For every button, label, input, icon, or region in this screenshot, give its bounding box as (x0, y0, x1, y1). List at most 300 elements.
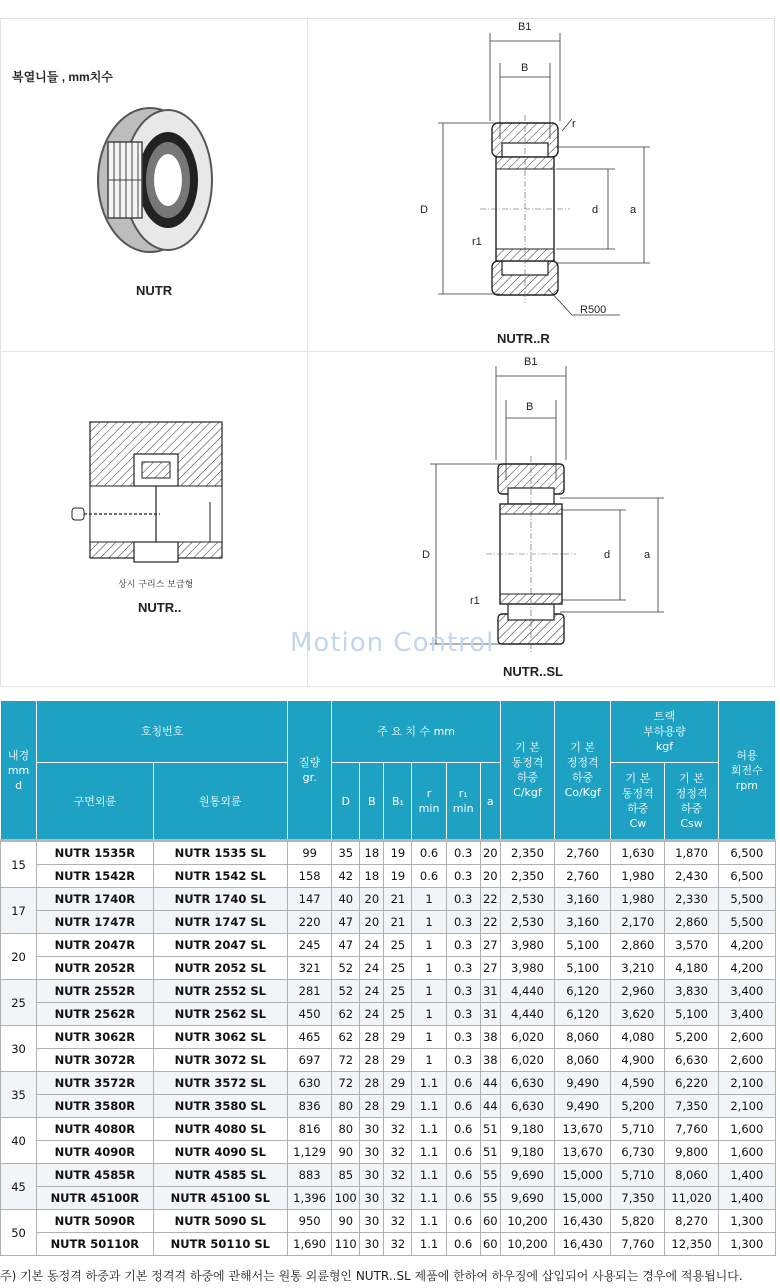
value-cell: 9,180 (500, 1118, 554, 1141)
value-cell: 0.3 (446, 980, 480, 1003)
value-cell: 0.6 (446, 1187, 480, 1210)
value-cell: 2,350 (500, 841, 554, 865)
value-cell: 2,760 (555, 865, 611, 888)
value-cell: 950 (288, 1210, 332, 1233)
value-cell: 2,170 (611, 911, 665, 934)
value-cell: 7,350 (665, 1095, 718, 1118)
value-cell: 1 (412, 1003, 446, 1026)
header-cylindrical: 원통외륜 (153, 763, 288, 841)
value-cell: 25 (384, 957, 412, 980)
header-csw: 기 본 정정격 하중 Csw (665, 763, 718, 841)
value-cell: 6,120 (555, 980, 611, 1003)
label-r: r (572, 118, 576, 130)
part-number-cell: NUTR 3072 SL (153, 1049, 288, 1072)
value-cell: 12,350 (665, 1233, 718, 1256)
value-cell: 3,620 (611, 1003, 665, 1026)
value-cell: 0.6 (446, 1141, 480, 1164)
header-r1-min: r₁ min (446, 763, 480, 841)
table-row (1, 1118, 776, 1141)
part-number-cell: NUTR 5090 SL (153, 1210, 288, 1233)
bore-cell: 30 (1, 1026, 37, 1072)
part-number-cell: NUTR 1740R (37, 888, 153, 911)
value-cell: 24 (360, 957, 384, 980)
value-cell: 44 (480, 1072, 500, 1095)
header-designation: 호칭번호 (37, 701, 288, 763)
value-cell: 80 (332, 1095, 360, 1118)
value-cell: 85 (332, 1164, 360, 1187)
value-cell: 5,100 (555, 934, 611, 957)
label-a: a (630, 204, 637, 216)
part-number-cell: NUTR 1747R (37, 911, 153, 934)
value-cell: 0.6 (412, 865, 446, 888)
header-speed: 허용 회전수 rpm (718, 701, 775, 841)
value-cell: 2,600 (718, 1026, 775, 1049)
value-cell: 2,330 (665, 888, 718, 911)
value-cell: 3,210 (611, 957, 665, 980)
value-cell: 60 (480, 1233, 500, 1256)
value-cell: 20 (480, 865, 500, 888)
table-row (1, 911, 776, 934)
value-cell: 1.1 (412, 1164, 446, 1187)
value-cell: 40 (332, 888, 360, 911)
value-cell: 0.3 (446, 1026, 480, 1049)
value-cell: 90 (332, 1141, 360, 1164)
part-number-cell: NUTR 3072R (37, 1049, 153, 1072)
label-sl-b1: B1 (524, 356, 538, 368)
value-cell: 0.6 (446, 1118, 480, 1141)
value-cell: 31 (480, 1003, 500, 1026)
part-number-cell: NUTR 3062 SL (153, 1026, 288, 1049)
header-static-load: 기 본 정정격 하중 Co/Kgf (555, 701, 611, 841)
value-cell: 15,000 (555, 1164, 611, 1187)
value-cell: 100 (332, 1187, 360, 1210)
value-cell: 8,060 (555, 1026, 611, 1049)
value-cell: 4,440 (500, 980, 554, 1003)
value-cell: 32 (384, 1187, 412, 1210)
value-cell: 0.6 (446, 1233, 480, 1256)
value-cell: 1 (412, 1026, 446, 1049)
footnote: 주) 기본 동정격 하중과 기본 정격격 하중에 관해서는 원통 외륜형인 NUTR..SL 제품에 한하여 하우징에 삽입되어 사용되는 경우에 적용됩니다. (0, 1269, 743, 1283)
table-row (1, 1095, 776, 1118)
value-cell: 1,129 (288, 1141, 332, 1164)
value-cell: 38 (480, 1049, 500, 1072)
caption-nutr-dots: NUTR.. (138, 600, 182, 615)
value-cell: 816 (288, 1118, 332, 1141)
table-row (1, 1026, 776, 1049)
value-cell: 2,530 (500, 911, 554, 934)
value-cell: 110 (332, 1233, 360, 1256)
part-number-cell: NUTR 2552R (37, 980, 153, 1003)
bore-cell: 35 (1, 1072, 37, 1118)
table-row (1, 865, 776, 888)
part-number-cell: NUTR 2552 SL (153, 980, 288, 1003)
value-cell: 51 (480, 1141, 500, 1164)
value-cell: 31 (480, 980, 500, 1003)
header-B1: B₁ (384, 763, 412, 841)
value-cell: 245 (288, 934, 332, 957)
value-cell: 8,270 (665, 1210, 718, 1233)
value-cell: 25 (384, 1003, 412, 1026)
value-cell: 0.3 (446, 1003, 480, 1026)
value-cell: 4,200 (718, 957, 775, 980)
value-cell: 836 (288, 1095, 332, 1118)
part-number-cell: NUTR 50110R (37, 1233, 153, 1256)
value-cell: 62 (332, 1003, 360, 1026)
value-cell: 1.1 (412, 1233, 446, 1256)
value-cell: 1,980 (611, 888, 665, 911)
value-cell: 25 (384, 934, 412, 957)
part-number-cell: NUTR 1542R (37, 865, 153, 888)
value-cell: 7,760 (611, 1233, 665, 1256)
value-cell: 5,100 (555, 957, 611, 980)
part-number-cell: NUTR 2052 SL (153, 957, 288, 980)
value-cell: 1 (412, 980, 446, 1003)
value-cell: 42 (332, 865, 360, 888)
value-cell: 19 (384, 865, 412, 888)
value-cell: 1.1 (412, 1141, 446, 1164)
value-cell: 27 (480, 957, 500, 980)
value-cell: 3,160 (555, 888, 611, 911)
caption-grease-sub: 상시 구리스 보급형 (118, 580, 194, 590)
label-sl-a: a (644, 549, 651, 561)
table-row (1, 841, 776, 865)
value-cell: 52 (332, 980, 360, 1003)
value-cell: 0.6 (446, 1210, 480, 1233)
table-row (1, 957, 776, 980)
header-main-dims: 주 요 치 수 mm (332, 701, 501, 763)
part-number-cell: NUTR 4585R (37, 1164, 153, 1187)
value-cell: 3,160 (555, 911, 611, 934)
value-cell: 99 (288, 841, 332, 865)
value-cell: 28 (360, 1049, 384, 1072)
value-cell: 1,630 (611, 841, 665, 865)
value-cell: 2,760 (555, 841, 611, 865)
spec-table-body (1, 841, 776, 1256)
value-cell: 29 (384, 1072, 412, 1095)
value-cell: 32 (384, 1141, 412, 1164)
table-row (1, 1233, 776, 1256)
value-cell: 1 (412, 1049, 446, 1072)
value-cell: 32 (384, 1118, 412, 1141)
value-cell: 21 (384, 911, 412, 934)
value-cell: 5,710 (611, 1118, 665, 1141)
value-cell: 30 (360, 1141, 384, 1164)
value-cell: 0.3 (446, 888, 480, 911)
value-cell: 51 (480, 1118, 500, 1141)
value-cell: 6,020 (500, 1026, 554, 1049)
value-cell: 281 (288, 980, 332, 1003)
value-cell: 55 (480, 1187, 500, 1210)
value-cell: 30 (360, 1233, 384, 1256)
value-cell: 2,100 (718, 1072, 775, 1095)
value-cell: 6,630 (500, 1095, 554, 1118)
value-cell: 2,960 (611, 980, 665, 1003)
housing-drawing-icon (70, 418, 230, 563)
part-number-cell: NUTR 1535R (37, 841, 153, 865)
value-cell: 80 (332, 1118, 360, 1141)
value-cell: 6,220 (665, 1072, 718, 1095)
bore-cell: 40 (1, 1118, 37, 1164)
part-number-cell: NUTR 2047 SL (153, 934, 288, 957)
value-cell: 30 (360, 1187, 384, 1210)
header-D: D (332, 763, 360, 841)
table-row (1, 934, 776, 957)
value-cell: 1,400 (718, 1164, 775, 1187)
label-sl-d-inner: d (604, 549, 611, 561)
bore-cell: 50 (1, 1210, 37, 1256)
value-cell: 3,980 (500, 957, 554, 980)
value-cell: 60 (480, 1210, 500, 1233)
value-cell: 16,430 (555, 1233, 611, 1256)
value-cell: 3,400 (718, 980, 775, 1003)
value-cell: 1 (412, 911, 446, 934)
value-cell: 1,300 (718, 1233, 775, 1256)
part-number-cell: NUTR 5090R (37, 1210, 153, 1233)
value-cell: 44 (480, 1095, 500, 1118)
value-cell: 3,980 (500, 934, 554, 957)
header-cw: 기 본 동정격 하중 Cw (611, 763, 665, 841)
value-cell: 9,490 (555, 1095, 611, 1118)
header-mass: 질량 gr. (288, 701, 332, 841)
part-number-cell: NUTR 2562 SL (153, 1003, 288, 1026)
value-cell: 24 (360, 980, 384, 1003)
value-cell: 30 (360, 1118, 384, 1141)
value-cell: 2,860 (611, 934, 665, 957)
value-cell: 6,630 (500, 1072, 554, 1095)
caption-nutr-sl: NUTR..SL (503, 664, 563, 679)
value-cell: 6,500 (718, 841, 775, 865)
value-cell: 30 (360, 1210, 384, 1233)
value-cell: 6,730 (611, 1141, 665, 1164)
value-cell: 22 (480, 888, 500, 911)
value-cell: 72 (332, 1072, 360, 1095)
header-bore: 내경 mm d (1, 701, 37, 841)
value-cell: 0.6 (412, 841, 446, 865)
value-cell: 1 (412, 957, 446, 980)
value-cell: 7,350 (611, 1187, 665, 1210)
value-cell: 3,570 (665, 934, 718, 957)
value-cell: 1.1 (412, 1095, 446, 1118)
value-cell: 4,440 (500, 1003, 554, 1026)
part-number-cell: NUTR 4080 SL (153, 1118, 288, 1141)
label-r500: R500 (580, 304, 607, 316)
part-number-cell: NUTR 3572 SL (153, 1072, 288, 1095)
value-cell: 6,120 (555, 1003, 611, 1026)
bore-cell: 15 (1, 841, 37, 888)
label-b: B (521, 62, 529, 74)
value-cell: 3,400 (718, 1003, 775, 1026)
label-sl-r1: r1 (470, 595, 480, 607)
value-cell: 9,690 (500, 1164, 554, 1187)
value-cell: 630 (288, 1072, 332, 1095)
table-row (1, 1141, 776, 1164)
value-cell: 0.3 (446, 911, 480, 934)
value-cell: 1,396 (288, 1187, 332, 1210)
bore-cell: 17 (1, 888, 37, 934)
bore-cell: 20 (1, 934, 37, 980)
value-cell: 5,820 (611, 1210, 665, 1233)
value-cell: 90 (332, 1210, 360, 1233)
part-number-cell: NUTR 45100 SL (153, 1187, 288, 1210)
watermark-text: Motion Control (290, 628, 495, 658)
value-cell: 4,180 (665, 957, 718, 980)
value-cell: 6,020 (500, 1049, 554, 1072)
value-cell: 52 (332, 957, 360, 980)
value-cell: 147 (288, 888, 332, 911)
table-row (1, 1164, 776, 1187)
value-cell: 0.6 (446, 1095, 480, 1118)
label-sl-b: B (526, 401, 534, 413)
table-row (1, 980, 776, 1003)
value-cell: 20 (480, 841, 500, 865)
value-cell: 1,600 (718, 1118, 775, 1141)
value-cell: 4,080 (611, 1026, 665, 1049)
value-cell: 0.3 (446, 865, 480, 888)
label-r1: r1 (472, 236, 482, 248)
value-cell: 0.3 (446, 841, 480, 865)
value-cell: 0.3 (446, 957, 480, 980)
value-cell: 13,670 (555, 1118, 611, 1141)
value-cell: 1 (412, 934, 446, 957)
value-cell: 1.1 (412, 1187, 446, 1210)
value-cell: 697 (288, 1049, 332, 1072)
value-cell: 10,200 (500, 1233, 554, 1256)
value-cell: 24 (360, 934, 384, 957)
part-number-cell: NUTR 50110 SL (153, 1233, 288, 1256)
value-cell: 2,530 (500, 888, 554, 911)
value-cell: 5,100 (665, 1003, 718, 1026)
value-cell: 5,200 (611, 1095, 665, 1118)
value-cell: 15,000 (555, 1187, 611, 1210)
value-cell: 28 (360, 1026, 384, 1049)
value-cell: 9,800 (665, 1141, 718, 1164)
value-cell: 1,400 (718, 1187, 775, 1210)
value-cell: 9,180 (500, 1141, 554, 1164)
value-cell: 1,600 (718, 1141, 775, 1164)
caption-nutr-r: NUTR..R (497, 331, 550, 346)
part-number-cell: NUTR 3062R (37, 1026, 153, 1049)
value-cell: 18 (360, 841, 384, 865)
value-cell: 62 (332, 1026, 360, 1049)
value-cell: 883 (288, 1164, 332, 1187)
value-cell: 18 (360, 865, 384, 888)
value-cell: 24 (360, 1003, 384, 1026)
table-row (1, 888, 776, 911)
value-cell: 10,200 (500, 1210, 554, 1233)
part-number-cell: NUTR 3572R (37, 1072, 153, 1095)
value-cell: 38 (480, 1026, 500, 1049)
value-cell: 30 (360, 1164, 384, 1187)
value-cell: 4,200 (718, 934, 775, 957)
value-cell: 0.6 (446, 1072, 480, 1095)
value-cell: 4,900 (611, 1049, 665, 1072)
label-d-outer: D (420, 204, 428, 216)
value-cell: 2,430 (665, 865, 718, 888)
value-cell: 0.6 (446, 1164, 480, 1187)
value-cell: 1,300 (718, 1210, 775, 1233)
value-cell: 27 (480, 934, 500, 957)
value-cell: 29 (384, 1049, 412, 1072)
value-cell: 72 (332, 1049, 360, 1072)
value-cell: 19 (384, 841, 412, 865)
part-number-cell: NUTR 2047R (37, 934, 153, 957)
header-B: B (360, 763, 384, 841)
label-d-inner: d (592, 204, 599, 216)
value-cell: 3,830 (665, 980, 718, 1003)
value-cell: 11,020 (665, 1187, 718, 1210)
part-number-cell: NUTR 1740 SL (153, 888, 288, 911)
header-crowned: 구면외륜 (37, 763, 153, 841)
part-number-cell: NUTR 3580R (37, 1095, 153, 1118)
value-cell: 22 (480, 911, 500, 934)
value-cell: 0.3 (446, 1049, 480, 1072)
label-b1: B1 (518, 21, 532, 33)
value-cell: 321 (288, 957, 332, 980)
value-cell: 220 (288, 911, 332, 934)
table-row (1, 1049, 776, 1072)
value-cell: 9,690 (500, 1187, 554, 1210)
part-number-cell: NUTR 1542 SL (153, 865, 288, 888)
header-a: a (480, 763, 500, 841)
table-row (1, 1072, 776, 1095)
value-cell: 8,060 (665, 1164, 718, 1187)
part-number-cell: NUTR 45100R (37, 1187, 153, 1210)
part-number-cell: NUTR 2052R (37, 957, 153, 980)
header-dynamic-load: 기 본 동정격 하중 C/kgf (500, 701, 554, 841)
value-cell: 2,600 (718, 1049, 775, 1072)
value-cell: 450 (288, 1003, 332, 1026)
value-cell: 1.1 (412, 1118, 446, 1141)
value-cell: 8,060 (555, 1049, 611, 1072)
header-track-load: 트랙 부하용량 kgf (611, 701, 718, 763)
value-cell: 5,710 (611, 1164, 665, 1187)
part-number-cell: NUTR 4090 SL (153, 1141, 288, 1164)
part-number-cell: NUTR 1535 SL (153, 841, 288, 865)
bore-cell: 45 (1, 1164, 37, 1210)
value-cell: 5,200 (665, 1026, 718, 1049)
header-r-min: r min (412, 763, 446, 841)
value-cell: 32 (384, 1233, 412, 1256)
value-cell: 158 (288, 865, 332, 888)
bore-cell: 25 (1, 980, 37, 1026)
part-number-cell: NUTR 2562R (37, 1003, 153, 1026)
value-cell: 6,500 (718, 865, 775, 888)
value-cell: 1 (412, 888, 446, 911)
value-cell: 21 (384, 888, 412, 911)
spec-table (0, 700, 776, 1256)
part-number-cell: NUTR 4090R (37, 1141, 153, 1164)
value-cell: 32 (384, 1210, 412, 1233)
part-number-cell: NUTR 4080R (37, 1118, 153, 1141)
table-row (1, 1187, 776, 1210)
value-cell: 1,690 (288, 1233, 332, 1256)
value-cell: 465 (288, 1026, 332, 1049)
value-cell: 32 (384, 1164, 412, 1187)
caption-nutr: NUTR (136, 283, 173, 298)
value-cell: 47 (332, 911, 360, 934)
value-cell: 16,430 (555, 1210, 611, 1233)
table-row (1, 1003, 776, 1026)
part-number-cell: NUTR 4585 SL (153, 1164, 288, 1187)
value-cell: 29 (384, 1026, 412, 1049)
value-cell: 1,980 (611, 865, 665, 888)
value-cell: 28 (360, 1072, 384, 1095)
value-cell: 5,500 (718, 911, 775, 934)
value-cell: 4,590 (611, 1072, 665, 1095)
value-cell: 1.1 (412, 1210, 446, 1233)
value-cell: 55 (480, 1164, 500, 1187)
value-cell: 35 (332, 841, 360, 865)
